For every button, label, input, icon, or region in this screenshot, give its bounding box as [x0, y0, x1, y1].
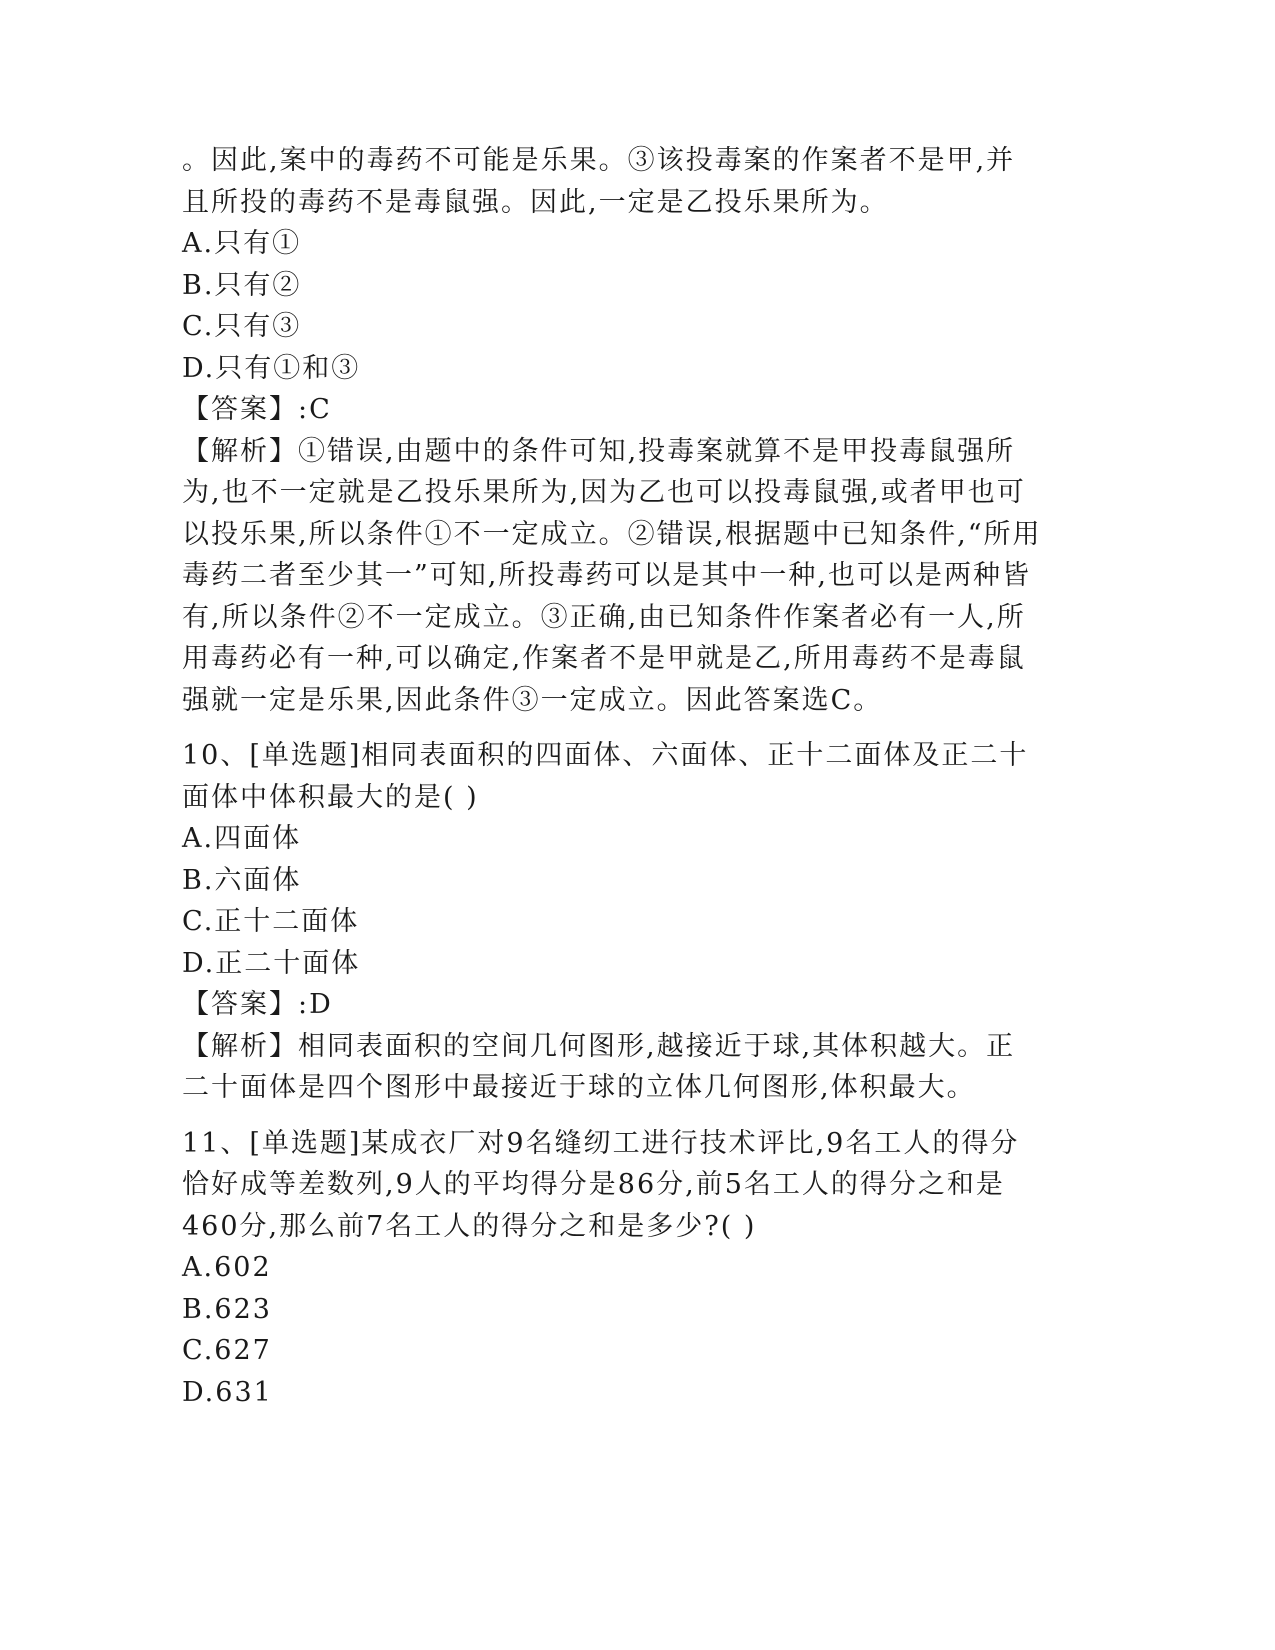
q10-analysis-label: 【解析】 — [182, 1030, 298, 1062]
q10-answer — [182, 984, 1042, 1026]
q10-analysis — [182, 1026, 1042, 1109]
q9-option-a: A.只有① — [182, 228, 302, 259]
spacer — [182, 721, 1042, 735]
q10-option-c: C.正十二面体 — [182, 906, 360, 937]
spacer — [182, 1109, 1042, 1123]
q9-option-c: C.只有③ — [182, 311, 302, 342]
q9-option-b: B.只有② — [182, 269, 302, 301]
q10-option-a: A.四面体 — [182, 823, 302, 854]
q11-option-b: B.623 — [182, 1293, 272, 1325]
q10-stem: 10、[单选题]相同表面积的四面体、六面体、正十二面体及正二十面体中体积最大的是( ) — [182, 740, 1029, 813]
q10-answer-value: :D — [298, 989, 333, 1020]
q9-analysis — [182, 431, 1042, 722]
q9-option-d: D.只有①和③ — [182, 352, 361, 384]
q10-analysis-text: 相同表面积的空间几何图形,越接近于球,其体积越大。正二十面体是四个图形中最接近于球的立体几何图形,体积最大。 — [182, 1030, 1016, 1103]
q9-analysis-label: 【解析】 — [182, 435, 298, 467]
q9-answer — [182, 389, 1042, 431]
q10-option-b: B.六面体 — [182, 864, 302, 896]
q11-option-a: A.602 — [182, 1252, 272, 1283]
q9-analysis-text: ①错误,由题中的条件可知,投毒案就算不是甲投毒鼠强所为,也不一定就是乙投乐果所为,因为乙也可以投毒鼠强,或者甲也可以投乐果,所以条件①不一定成立。②错误,根据题中已知条件,“所用毒药二者至少其一”可知,所投毒药可以是其中一种,也可以是两种皆有,所以条件②不一定成立。③正确,由已知条件作案者必有一人,所用毒药必有一种,可以确定,作案者不是甲就是乙,所用毒药不是毒鼠强就一定是乐果,因此条件③一定成立。因此答案选C。 — [182, 435, 1042, 716]
q11-stem: 11、[单选题]某成衣厂对9名缝纫工进行技术评比,9名工人的得分恰好成等差数列,9人的平均得分是86分,前5名工人的得分之和是460分,那么前7名工人的得分之和是多少?( ) — [182, 1127, 1020, 1242]
q11-option-c: C.627 — [182, 1335, 272, 1366]
q10-option-d: D.正二十面体 — [182, 947, 361, 979]
q10-answer-label: 【答案】 — [182, 989, 298, 1020]
q9-answer-label: 【答案】 — [182, 394, 298, 425]
q11-option-d: D.631 — [182, 1376, 273, 1408]
document-page — [182, 140, 1042, 1413]
q9-answer-value: :C — [298, 394, 332, 425]
q9-stem-continuation: 。因此,案中的毒药不可能是乐果。③该投毒案的作案者不是甲,并且所投的毒药不是毒鼠强。因此,一定是乙投乐果所为。 — [182, 145, 1016, 218]
